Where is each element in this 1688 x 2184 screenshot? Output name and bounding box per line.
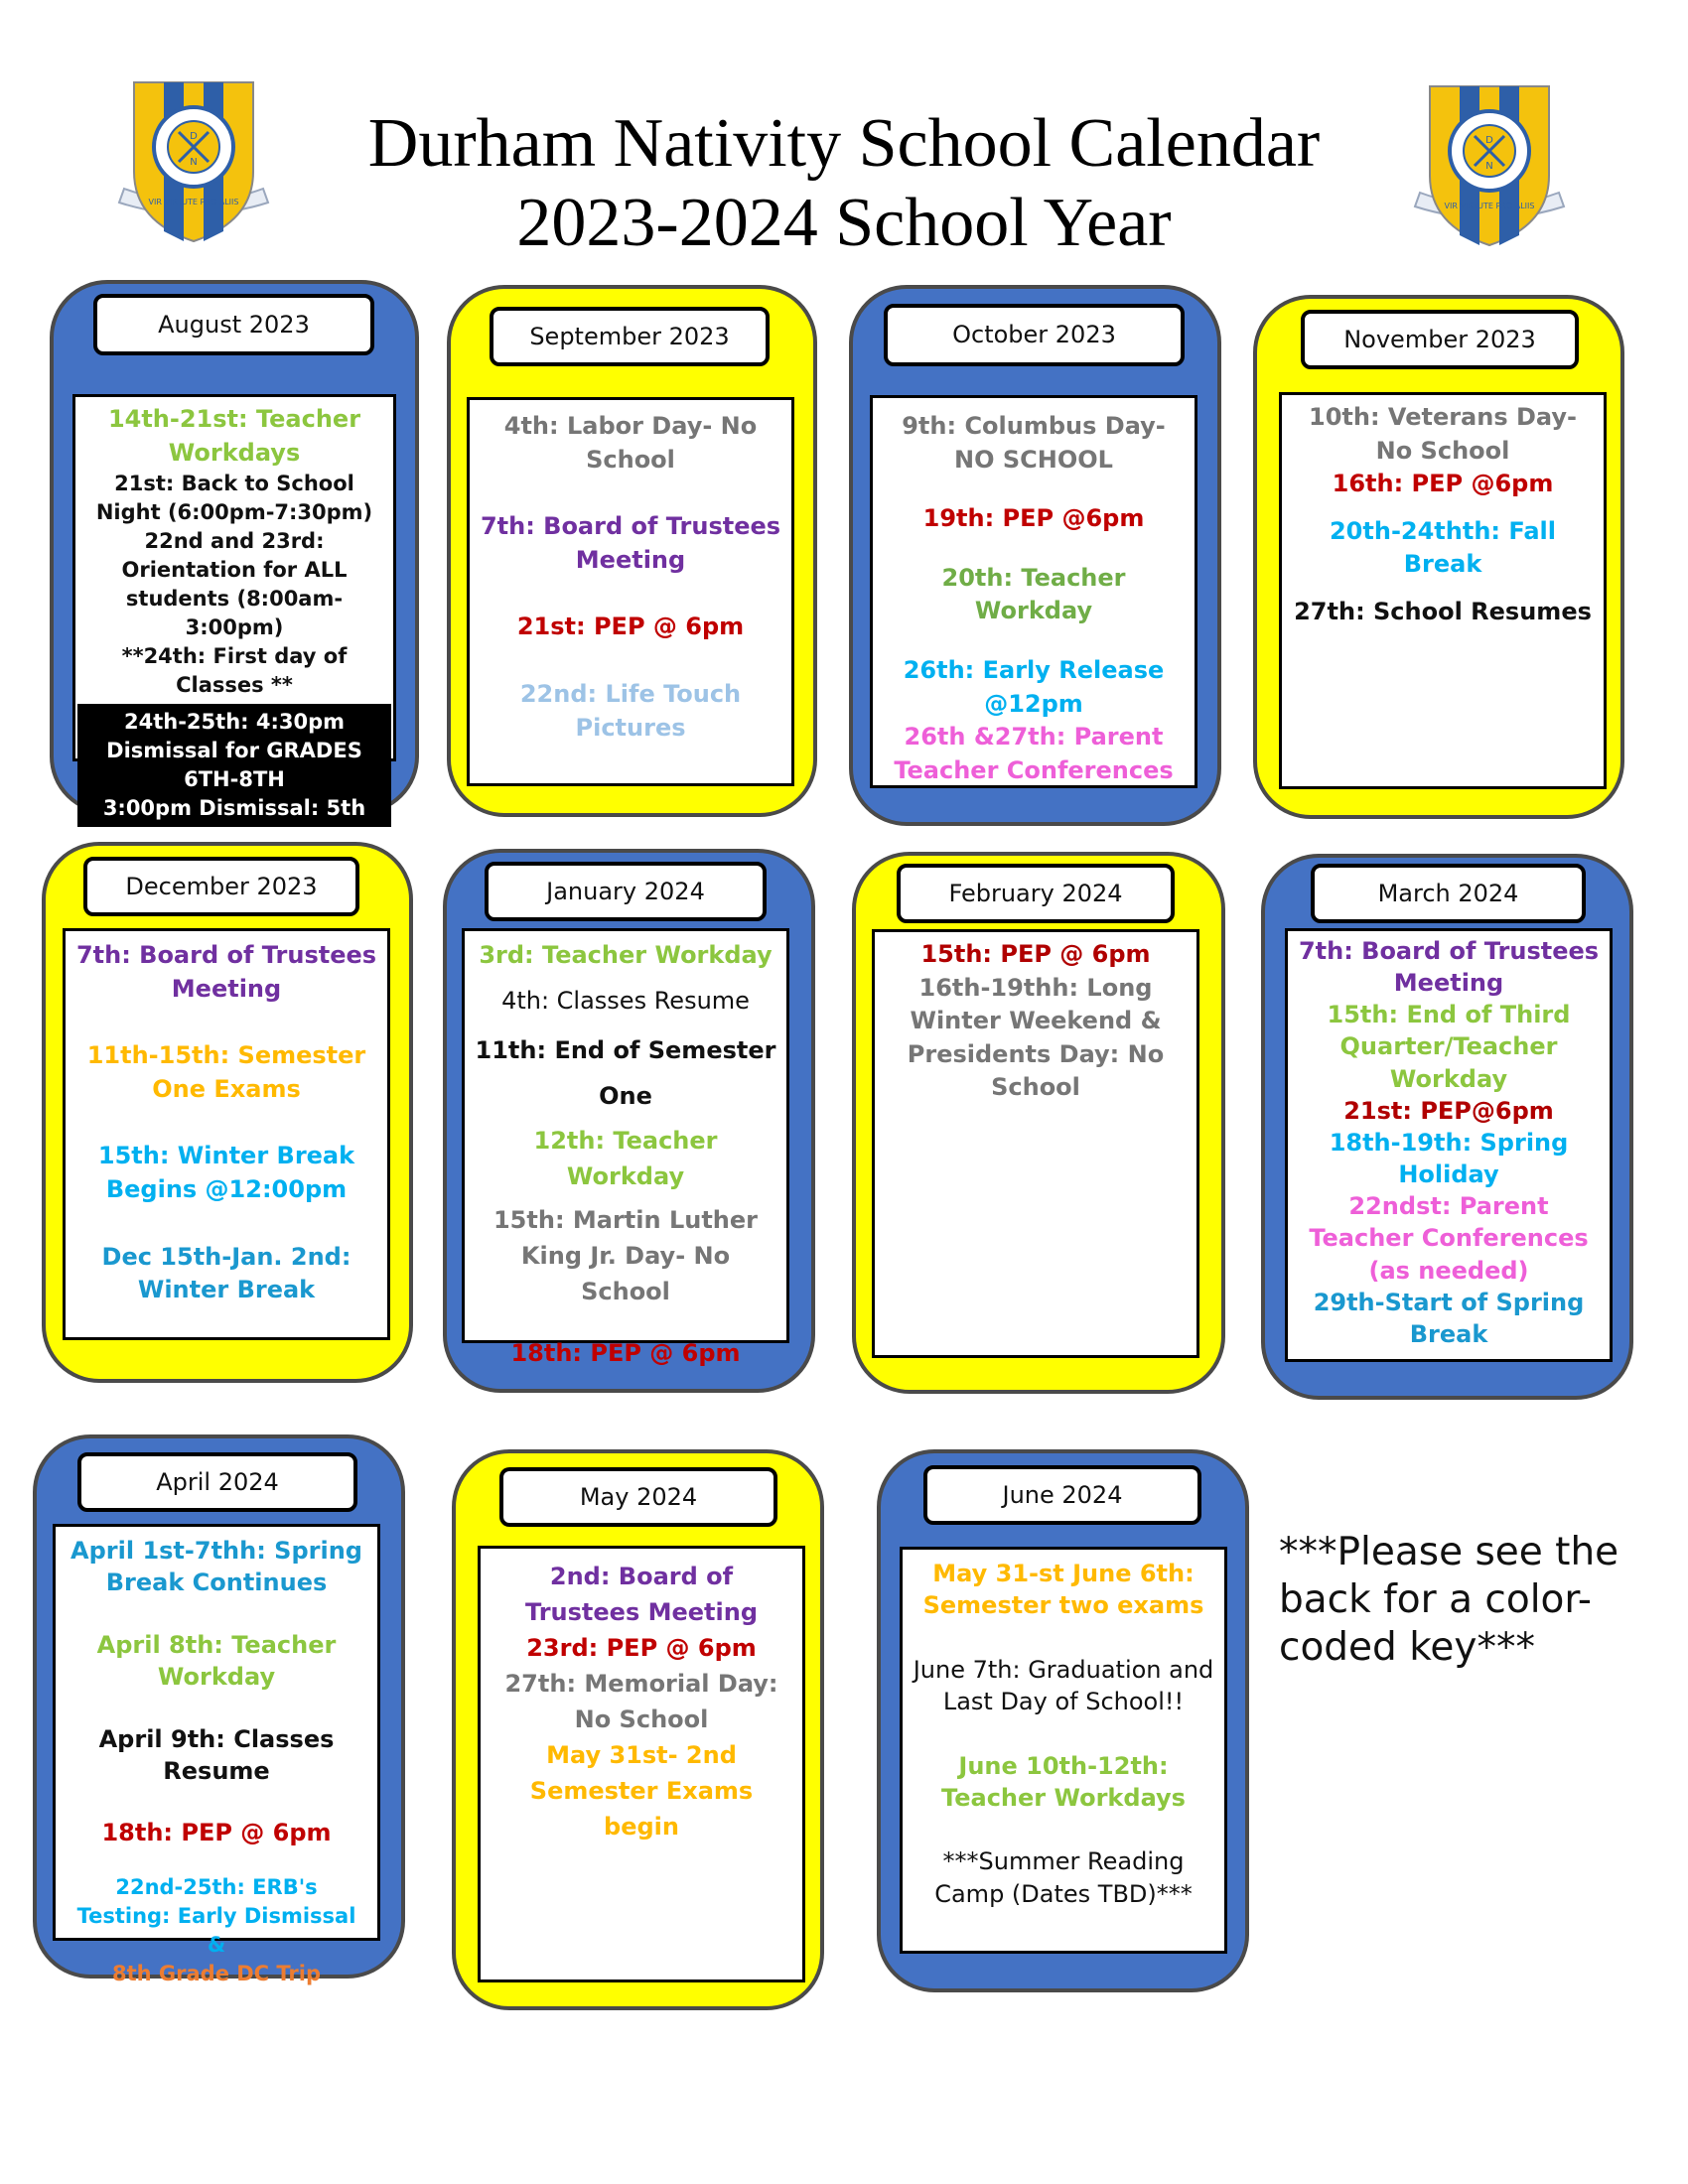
event-fall-break: 20th-24thth: Fall Break [1329, 516, 1557, 579]
page-subtitle: 2023-2024 School Year [516, 185, 1172, 261]
month-label-september: September 2023 [490, 307, 770, 366]
month-label-october: October 2023 [884, 304, 1185, 366]
event-parent-teacher-conferences: 22ndst: Parent Teacher Conferences (as needed) [1309, 1192, 1589, 1285]
event-mlk-day: 15th: Martin Luther King Jr. Day- No School [492, 1206, 758, 1306]
events-october [870, 395, 1197, 788]
month-label-march: March 2024 [1311, 864, 1586, 923]
event-spring-break-start: 29th-Start of Spring Break [1313, 1288, 1585, 1348]
event-back-to-school-night: 21st: Back to School Night (6:00pm-7:30pm) [95, 472, 373, 525]
events-february [872, 929, 1199, 1358]
month-label-december: December 2023 [83, 857, 359, 916]
event-teacher-workday-12th: 12th: Teacher Workday [533, 1127, 718, 1191]
dismissal-banner [77, 704, 391, 827]
svg-text:N: N [190, 157, 198, 168]
month-label-april: April 2024 [77, 1452, 357, 1512]
event-pep: 23rd: PEP @ 6pm [526, 1634, 757, 1662]
event-classes-resume: 4th: Classes Resume [501, 987, 750, 1015]
month-label-june: June 2024 [923, 1465, 1201, 1525]
event-spring-break-continues: April 1st-7thh: Spring Break Continues [70, 1537, 362, 1597]
event-pep: 21st: PEP@6pm [1343, 1096, 1554, 1125]
event-dismissal-grades-6-8: 24th-25th: 4:30pm Dismissal for GRADES 6TH-8TH [106, 709, 362, 791]
event-semester-one-exams: 11th-15th: Semester One Exams [86, 1041, 366, 1103]
event-pep: 15th: PEP @ 6pm [920, 940, 1151, 968]
page-title: Durham Nativity School Calendar [367, 105, 1321, 182]
month-label-february: February 2024 [897, 864, 1175, 923]
event-teacher-workday: April 8th: Teacher Workday [96, 1630, 337, 1692]
events-may [478, 1546, 805, 1982]
event-dismissal-5th: 3:00pm Dismissal: 5th [102, 795, 366, 820]
event-pep: 21st: PEP @ 6pm [516, 613, 745, 641]
event-teacher-workdays: June 10th-12th: Teacher Workdays [941, 1751, 1186, 1812]
event-orientation: 22nd and 23rd: Orientation for ALL students (8:00am-3:00pm) [121, 529, 348, 640]
event-winter-break: Dec 15th-Jan. 2nd: Winter Break [101, 1242, 352, 1304]
svg-text:D: D [1485, 135, 1493, 146]
event-spring-holiday: 18th-19th: Spring Holiday [1329, 1128, 1569, 1189]
svg-text:VIR VIRTUTE PRO ALIIS: VIR VIRTUTE PRO ALIIS [1444, 202, 1535, 210]
event-labor-day: 4th: Labor Day- No School [503, 412, 758, 474]
event-long-winter-weekend: 16th-19thh: Long Winter Weekend & Presidents Day: No School [907, 973, 1165, 1102]
events-august [72, 394, 396, 820]
event-board-of-trustees: 7th: Board of Trustees Meeting [75, 941, 377, 1003]
month-label-may: May 2024 [499, 1467, 777, 1527]
event-teacher-workday: 20th: Teacher Workday [941, 563, 1126, 625]
event-board-of-trustees: 2nd: Board of Trustees Meeting [524, 1563, 758, 1626]
event-dc-trip: 8th Grade DC Trip [111, 1961, 322, 1985]
event-board-of-trustees: 7th: Board of Trustees Meeting [1298, 937, 1600, 998]
event-graduation: June 7th: Graduation and Last Day of School!! [913, 1655, 1214, 1716]
event-semester-exams: May 31st- 2nd Semester Exams begin [529, 1741, 754, 1841]
event-semester-two-exams: May 31-st June 6th: Semester two exams [922, 1560, 1204, 1620]
event-pep: 18th: PEP @ 6pm [510, 1339, 741, 1368]
events-january [462, 928, 789, 1368]
event-teacher-workdays: 14th-21st: Teacher Workdays [107, 405, 361, 467]
events-april [53, 1524, 380, 1985]
event-school-resumes: 27th: School Resumes [1294, 597, 1592, 625]
event-early-release: 26th: Early Release @12pm [903, 655, 1165, 718]
event-teacher-workday-3rd: 3rd: Teacher Workday [479, 941, 773, 969]
events-march [1285, 928, 1613, 1362]
event-memorial-day: 27th: Memorial Day: No School [504, 1670, 778, 1733]
event-pep: 16th: PEP @6pm [1332, 470, 1554, 498]
event-pep: 19th: PEP @6pm [922, 504, 1145, 533]
event-pep: 18th: PEP @ 6pm [101, 1819, 332, 1847]
event-classes-resume: April 9th: Classes Resume [98, 1724, 335, 1785]
event-first-day: **24th: First day of Classes ** [121, 644, 348, 697]
event-board-of-trustees: 7th: Board of Trustees Meeting [480, 512, 781, 574]
svg-text:VIR VIRTUTE PRO ALIIS: VIR VIRTUTE PRO ALIIS [148, 198, 239, 206]
svg-text:N: N [1485, 161, 1493, 172]
event-parent-teacher-conferences: 26th &27th: Parent Teacher Conferences [894, 723, 1174, 784]
events-june [900, 1547, 1227, 1954]
month-label-august: August 2023 [93, 294, 374, 355]
event-life-touch-pictures: 22nd: Life Touch Pictures [519, 679, 742, 742]
events-november [1279, 392, 1607, 789]
event-summer-reading-camp: ***Summer Reading Camp (Dates TBD)*** [934, 1847, 1193, 1908]
event-winter-break-begins: 15th: Winter Break Begins @12:00pm [97, 1142, 355, 1203]
events-december [63, 928, 390, 1340]
month-label-january: January 2024 [485, 862, 767, 921]
event-end-of-semester: 11th: End of Semester One [475, 1036, 776, 1110]
event-columbus-day: 9th: Columbus Day- NO SCHOOL [902, 412, 1166, 474]
events-september [467, 397, 794, 786]
event-veterans-day: 10th: Veterans Day- No School [1309, 403, 1577, 465]
school-crest-right [1405, 81, 1574, 250]
color-key-note: ***Please see the back for a color-coded key*** [1279, 1530, 1619, 1670]
event-erb-testing: 22nd-25th: ERB's Testing: Early Dismissal & [76, 1874, 356, 1957]
svg-text:D: D [190, 131, 198, 142]
event-end-of-third-quarter: 15th: End of Third Quarter/Teacher Workday [1327, 1001, 1571, 1093]
month-label-november: November 2023 [1301, 310, 1579, 369]
school-crest-left [109, 77, 278, 246]
